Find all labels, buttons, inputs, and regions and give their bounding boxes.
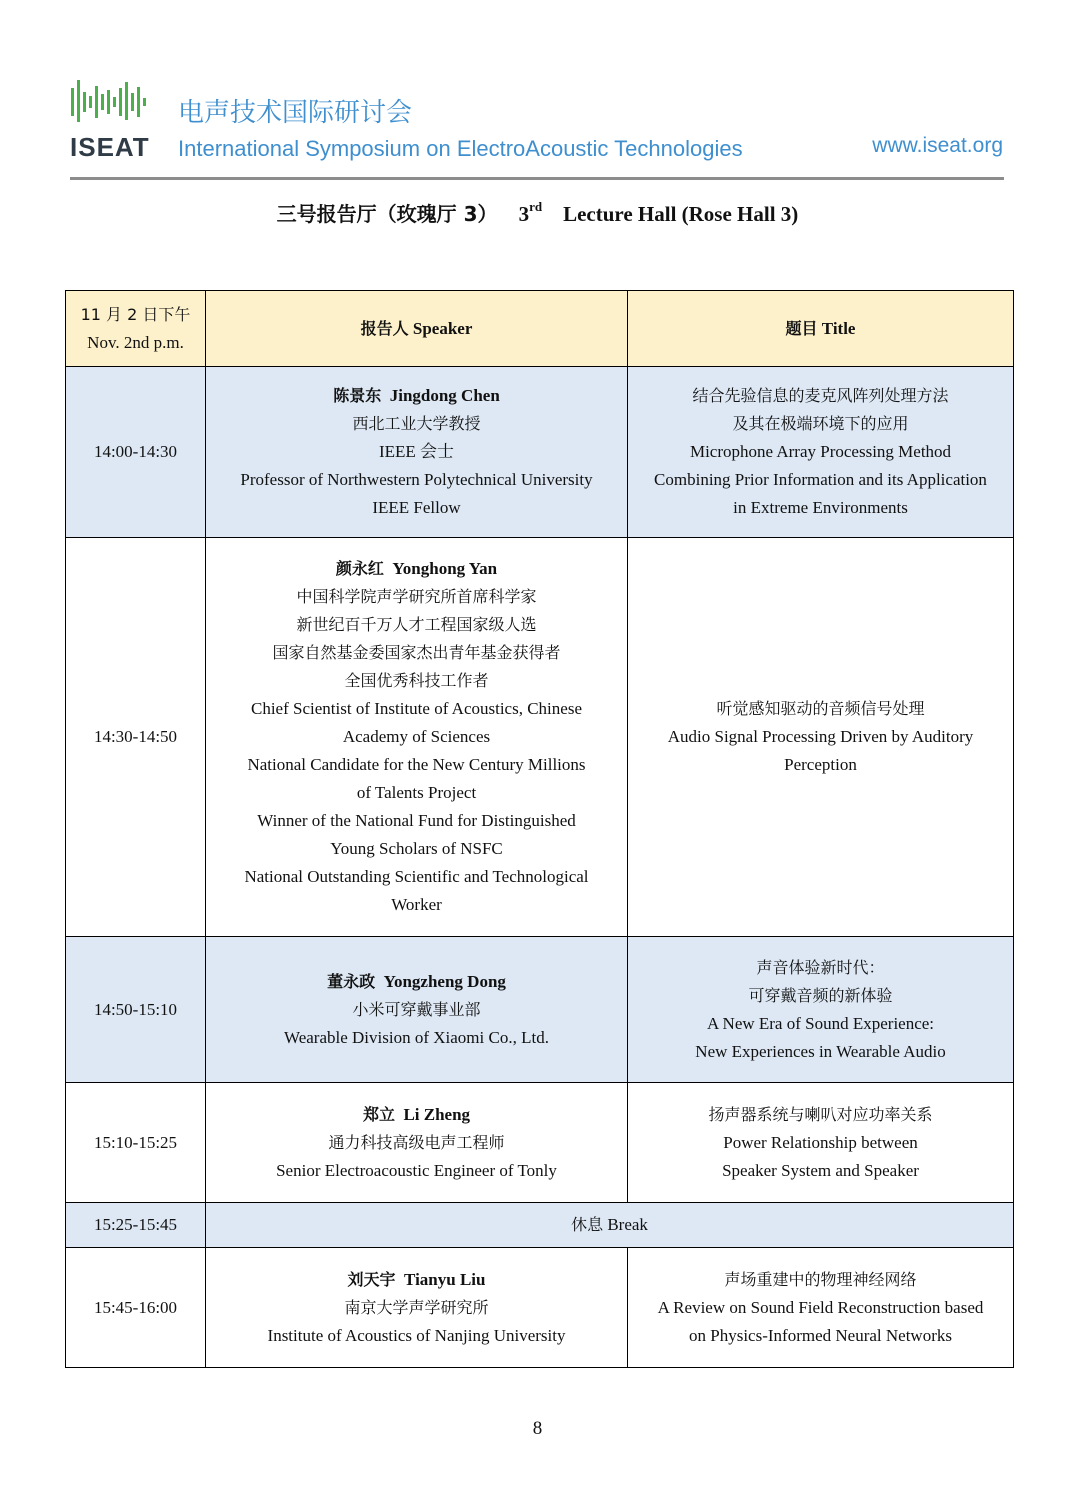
header-date-en: Nov. 2nd p.m. xyxy=(87,332,184,352)
hall-ordinal: 3 xyxy=(518,202,530,226)
talk-title-line: in Extreme Environments xyxy=(733,498,908,517)
speaker-name-cn: 刘天宇 xyxy=(347,1269,396,1289)
talk-title-line: Microphone Array Processing Method xyxy=(689,442,952,461)
speaker-affiliation: Worker xyxy=(391,895,442,914)
hall-ordinal-suffix: rd xyxy=(529,199,543,214)
speaker-name-en: Yonghong Yan xyxy=(392,559,498,578)
talk-title-line: A New Era of Sound Experience: xyxy=(706,1013,935,1033)
speaker-name-en: Tianyu Liu xyxy=(404,1269,486,1289)
break-label-cell xyxy=(206,1203,1014,1248)
table-row xyxy=(66,367,1014,538)
speaker-cell xyxy=(206,1083,628,1203)
time-cell: 14:30-14:50 xyxy=(66,538,206,937)
header-title-cn: 题目 xyxy=(785,318,818,338)
speaker-name-cn: 郑立 xyxy=(362,1104,395,1124)
speaker-affiliation: Professor of Northwestern Polytechnical University xyxy=(240,470,593,489)
talk-title-line: 扬声器系统与喇叭对应功率关系 xyxy=(708,1104,933,1124)
speaker-name-cn: 陈景东 xyxy=(333,386,382,405)
break-time-cell: 15:25-15:45 xyxy=(66,1203,206,1248)
speaker-affiliation: Wearable Division of Xiaomi Co., Ltd. xyxy=(284,1027,549,1047)
speaker-affiliation: 国家自然基金委国家杰出青年基金获得者 xyxy=(272,643,561,662)
title-cell xyxy=(628,1083,1014,1203)
speaker-name-en: Jingdong Chen xyxy=(389,386,500,405)
title-cell xyxy=(628,937,1014,1083)
speaker-name-en: Yongzheng Dong xyxy=(383,971,506,991)
speaker-cell xyxy=(206,538,628,937)
time-cell: 15:10-15:25 xyxy=(66,1083,206,1203)
speaker-affiliation: Winner of the National Fund for Distinguished xyxy=(257,811,576,830)
iseat-logo-icon xyxy=(70,78,150,124)
table-header-row xyxy=(66,291,1014,367)
talk-title-line: Power Relationship between xyxy=(723,1132,918,1152)
speaker-affiliation: Academy of Sciences xyxy=(342,727,491,746)
talk-title-line: New Experiences in Wearable Audio xyxy=(695,1041,946,1061)
speaker-name-cn: 颜永红 xyxy=(335,559,384,578)
speaker-affiliation: IEEE 会士 xyxy=(378,442,455,461)
talk-title-line: Speaker System and Speaker xyxy=(722,1160,919,1180)
speaker-affiliation: 通力科技高级电声工程师 xyxy=(328,1132,505,1152)
talk-title-line: 听觉感知驱动的音频信号处理 xyxy=(716,699,925,718)
time-cell: 15:45-16:00 xyxy=(66,1248,206,1368)
hall-title-en: Lecture Hall (Rose Hall 3) xyxy=(563,202,799,226)
header-speaker xyxy=(206,291,628,367)
header-date-cn: 11 月 2 日下午 xyxy=(80,304,191,324)
symposium-title-cn: 电声技术国际研讨会 xyxy=(178,98,413,128)
speaker-affiliation: 南京大学声学研究所 xyxy=(344,1297,489,1317)
talk-title-line: 及其在极端环境下的应用 xyxy=(732,414,909,433)
speaker-affiliation: Chief Scientist of Institute of Acoustics, Chinese xyxy=(251,699,582,718)
schedule-table xyxy=(65,290,1014,1368)
speaker-name-en: Li Zheng xyxy=(403,1104,471,1124)
title-cell xyxy=(628,367,1014,538)
talk-title-line: 声音体验新时代： xyxy=(756,957,885,977)
talk-title-line: Combining Prior Information and its Application xyxy=(654,470,987,489)
table-row xyxy=(66,937,1014,1083)
talk-title-line: Audio Signal Processing Driven by Auditory xyxy=(667,727,974,746)
speaker-affiliation: Institute of Acoustics of Nanjing University xyxy=(267,1325,566,1345)
table-row xyxy=(66,1083,1014,1203)
header-title xyxy=(628,291,1014,367)
talk-title-line: 声场重建中的物理神经网络 xyxy=(724,1269,917,1289)
speaker-affiliation: IEEE Fellow xyxy=(372,498,461,517)
speaker-cell xyxy=(206,937,628,1083)
talk-title-line: on Physics-Informed Neural Networks xyxy=(689,1325,952,1345)
speaker-affiliation: 中国科学院声学研究所首席科学家 xyxy=(296,587,537,606)
speaker-affiliation: 全国优秀科技工作者 xyxy=(344,671,489,690)
header-speaker-en: Speaker xyxy=(412,318,473,338)
talk-title-line: Perception xyxy=(784,755,857,774)
speaker-name-cn: 董永政 xyxy=(327,971,376,991)
speaker-affiliation: 小米可穿戴事业部 xyxy=(352,999,481,1019)
speaker-affiliation: 西北工业大学教授 xyxy=(352,414,481,433)
speaker-cell xyxy=(206,1248,628,1368)
hall-title xyxy=(0,198,1075,227)
talk-title-line: 结合先验信息的麦克风阵列处理方法 xyxy=(692,386,949,405)
break-row xyxy=(66,1203,1014,1248)
page-number: 8 xyxy=(532,1418,543,1439)
speaker-affiliation: 新世纪百千万人才工程国家级人选 xyxy=(296,615,537,634)
speaker-affiliation: of Talents Project xyxy=(356,783,477,802)
header-divider xyxy=(70,177,1004,180)
website-link[interactable]: www.iseat.org xyxy=(872,134,1003,157)
hall-title-cn: 三号报告厅（玫瑰厅 3） xyxy=(276,202,498,226)
symposium-title-en: International Symposium on ElectroAcoustic Technologies xyxy=(178,136,743,161)
time-cell: 14:50-15:10 xyxy=(66,937,206,1083)
speaker-affiliation: National Candidate for the New Century Millions xyxy=(247,755,586,774)
header-date xyxy=(66,291,206,367)
speaker-affiliation: National Outstanding Scientific and Technological xyxy=(244,867,589,886)
break-label-cn: 休息 xyxy=(571,1215,604,1234)
header-speaker-cn: 报告人 xyxy=(360,318,409,338)
break-label-en: Break xyxy=(607,1215,648,1234)
talk-title-line: 可穿戴音频的新体验 xyxy=(748,985,893,1005)
speaker-cell xyxy=(206,367,628,538)
speaker-affiliation: Senior Electroacoustic Engineer of Tonly xyxy=(276,1160,557,1180)
time-cell: 14:00-14:30 xyxy=(66,367,206,538)
talk-title-line: A Review on Sound Field Reconstruction based xyxy=(657,1297,984,1317)
table-row xyxy=(66,1248,1014,1368)
title-cell xyxy=(628,538,1014,937)
logo-text: ISEAT xyxy=(70,132,150,162)
page-header xyxy=(0,0,1075,185)
speaker-affiliation: Young Scholars of NSFC xyxy=(330,839,503,858)
table-row xyxy=(66,538,1014,937)
title-cell xyxy=(628,1248,1014,1368)
header-title-en: Title xyxy=(821,318,856,338)
